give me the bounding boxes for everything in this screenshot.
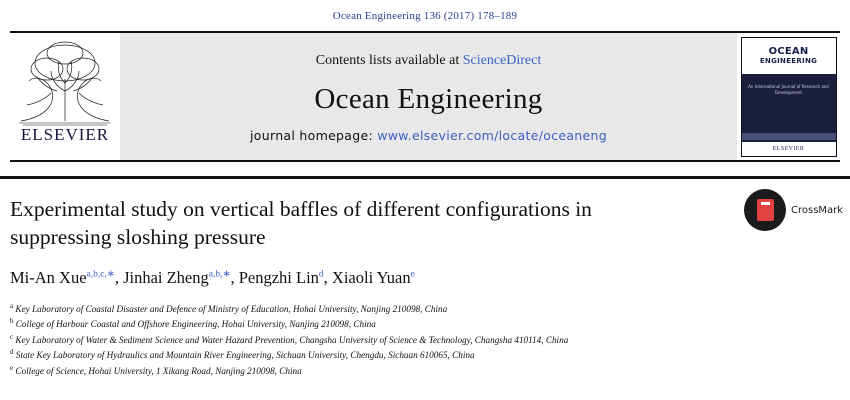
journal-cover-block — [737, 33, 840, 160]
affiliation-text: Key Laboratory of Coastal Disaster and Defence of Ministry of Education, Hohai University, Nanjing 210098, China — [15, 304, 448, 315]
author-name: Mi-An Xue — [10, 268, 87, 287]
author-item[interactable] — [10, 268, 115, 287]
author-separator: , — [323, 268, 332, 287]
cover-publisher: ELSEVIER — [742, 142, 836, 156]
author-separator: , — [230, 268, 239, 287]
cover-body-text: An International Journal of Research and Development — [748, 83, 829, 95]
cover-title-line1: OCEAN — [768, 45, 809, 57]
affiliation-item — [10, 300, 840, 315]
author-list — [10, 268, 840, 288]
running-head-text: Ocean Engineering 136 (2017) 178–189 — [332, 10, 518, 22]
author-separator: , — [114, 268, 124, 287]
author-affil-marks: e — [410, 269, 415, 280]
author-affil-marks: a,b,c,∗ — [86, 269, 115, 280]
sciencedirect-link[interactable]: ScienceDirect — [462, 52, 542, 68]
crossmark-label: CrossMark — [791, 204, 844, 216]
affiliation-label: d — [10, 348, 14, 357]
contents-available-line — [316, 53, 542, 69]
affiliation-text: Key Laboratory of Water & Sediment Science and Water Hazard Prevention, Changsha University of Science & Technology, Changsha 410114, China — [15, 335, 569, 345]
affiliation-label: e — [10, 363, 14, 372]
author-item[interactable] — [239, 268, 324, 287]
crossmark-badge[interactable] — [744, 187, 842, 233]
author-affil-marks: a,b,∗ — [208, 269, 231, 280]
page-title: Experimental study on vertical baffles of different configurations in suppressing sloshing pressure — [10, 197, 592, 249]
journal-homepage-line — [250, 128, 607, 143]
homepage-prefix: journal homepage: — [250, 127, 378, 143]
author-item[interactable] — [332, 268, 415, 287]
journal-title: Ocean Engineering — [314, 82, 543, 115]
affiliation-text: State Key Laboratory of Hydraulics and Mountain River Engineering, Sichuan University, Chengdu, Sichuan 610065, China — [15, 350, 475, 361]
journal-homepage-link[interactable]: www.elsevier.com/locate/oceaneng — [377, 127, 607, 143]
journal-masthead — [10, 31, 840, 162]
running-head — [0, 0, 850, 22]
affiliation-item — [10, 362, 840, 377]
contents-prefix: Contents lists available at — [315, 52, 463, 68]
affiliation-list — [10, 300, 840, 377]
affiliation-label: a — [10, 302, 14, 310]
journal-cover-image — [741, 37, 837, 157]
cover-title-block — [742, 38, 836, 76]
author-name: Xiaoli Yuan — [331, 268, 411, 287]
publisher-wordmark: ELSEVIER — [20, 125, 110, 144]
crossmark-icon — [744, 189, 786, 231]
author-name: Jinhai Zheng — [123, 268, 209, 287]
masthead-center — [120, 33, 737, 160]
author-name: Pengzhi Lin — [238, 268, 319, 287]
elsevier-logo-icon — [13, 35, 117, 127]
affiliation-item — [10, 315, 840, 330]
affiliation-label: b — [10, 317, 14, 326]
affiliation-label: c — [10, 332, 14, 341]
affiliation-item — [10, 331, 840, 346]
affiliation-text: College of Harbour Coastal and Offshore Engineering, Hohai University, Nanjing 210098, China — [15, 319, 376, 330]
affiliation-item — [10, 346, 840, 361]
cover-band — [742, 133, 836, 140]
affiliation-text: College of Science, Hohai University, 1 Xikang Road, Nanjing 210098, China — [15, 365, 302, 376]
cover-title-line2: ENGINEERING — [759, 56, 818, 65]
article-header — [0, 179, 850, 377]
author-item[interactable] — [123, 268, 230, 287]
publisher-logo-block — [10, 33, 120, 160]
author-affil-marks: d — [318, 269, 324, 280]
